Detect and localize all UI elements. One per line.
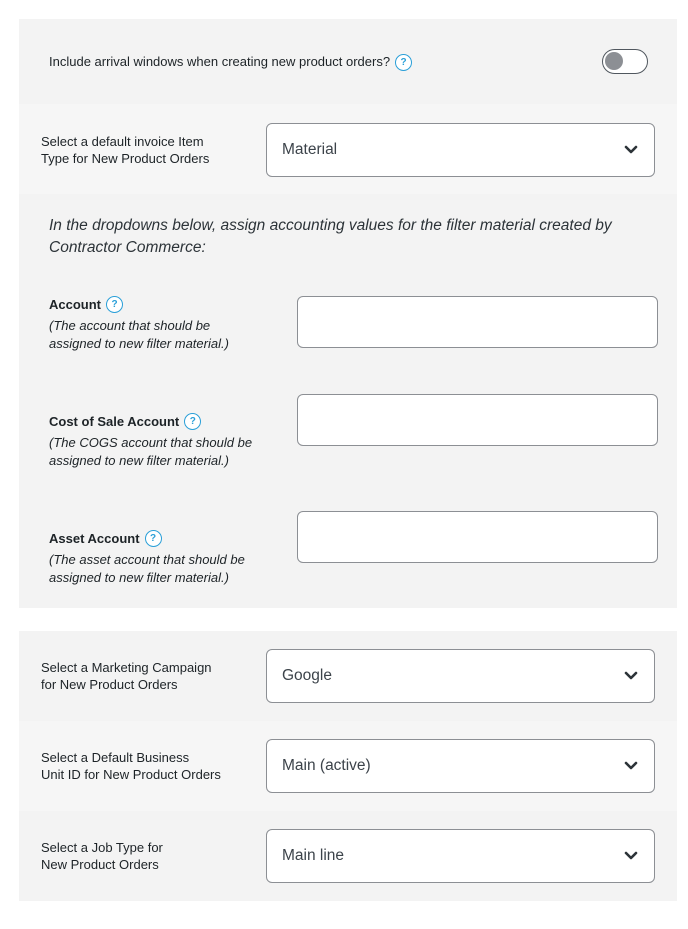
asset-input[interactable] [297,511,658,563]
business-unit-label: Select a Default Business Unit ID for New Product Orders [41,750,221,782]
job-type-label: Select a Job Type for New Product Orders [41,840,163,872]
help-icon[interactable] [145,530,162,547]
asset-label-group [49,530,245,587]
chevron-down-icon [624,761,638,771]
cogs-description: (The COGS account that should be assigned to new filter material.) [49,435,253,468]
accounting-intro: In the dropdowns below, assign accounting values for the filter material created by Contractor Commerce: [49,217,612,256]
accounting-panel [19,194,677,608]
help-icon[interactable] [395,54,412,71]
invoice-item-select[interactable] [266,123,655,177]
business-unit-panel [19,721,677,811]
cogs-label-group [49,413,252,470]
campaign-value: Google [282,667,332,684]
invoice-item-label: Select a default invoice Item Type for New Product Orders [41,134,210,166]
job-type-select[interactable] [266,829,655,883]
cogs-title: Cost of Sale Account [49,414,180,429]
job-type-value: Main line [282,847,345,864]
help-icon[interactable] [184,413,201,430]
campaign-label: Select a Marketing Campaign for New Product Orders [41,660,212,692]
chevron-down-icon [624,671,638,681]
arrival-windows-label: Include arrival windows when creating new product orders?? [49,53,412,71]
business-unit-value: Main (active) [282,757,371,774]
arrival-windows-panel [19,19,677,104]
business-unit-select[interactable] [266,739,655,793]
chevron-down-icon [624,145,638,155]
campaign-panel [19,631,677,721]
job-type-panel [19,811,677,901]
account-input[interactable] [297,296,658,348]
asset-description: (The asset account that should be assigned to new filter material.) [49,552,245,585]
help-icon[interactable] [106,296,123,313]
account-description: (The account that should be assigned to new filter material.) [49,318,229,351]
toggle-knob [605,52,623,70]
chevron-down-icon [624,851,638,861]
invoice-item-panel [19,104,677,194]
cogs-input[interactable] [297,394,658,446]
arrival-windows-toggle[interactable] [602,49,648,74]
account-label-group [49,296,229,353]
campaign-select[interactable] [266,649,655,703]
asset-title: Asset Account [49,531,140,546]
invoice-item-value: Material [282,141,338,158]
account-title: Account [49,297,101,312]
